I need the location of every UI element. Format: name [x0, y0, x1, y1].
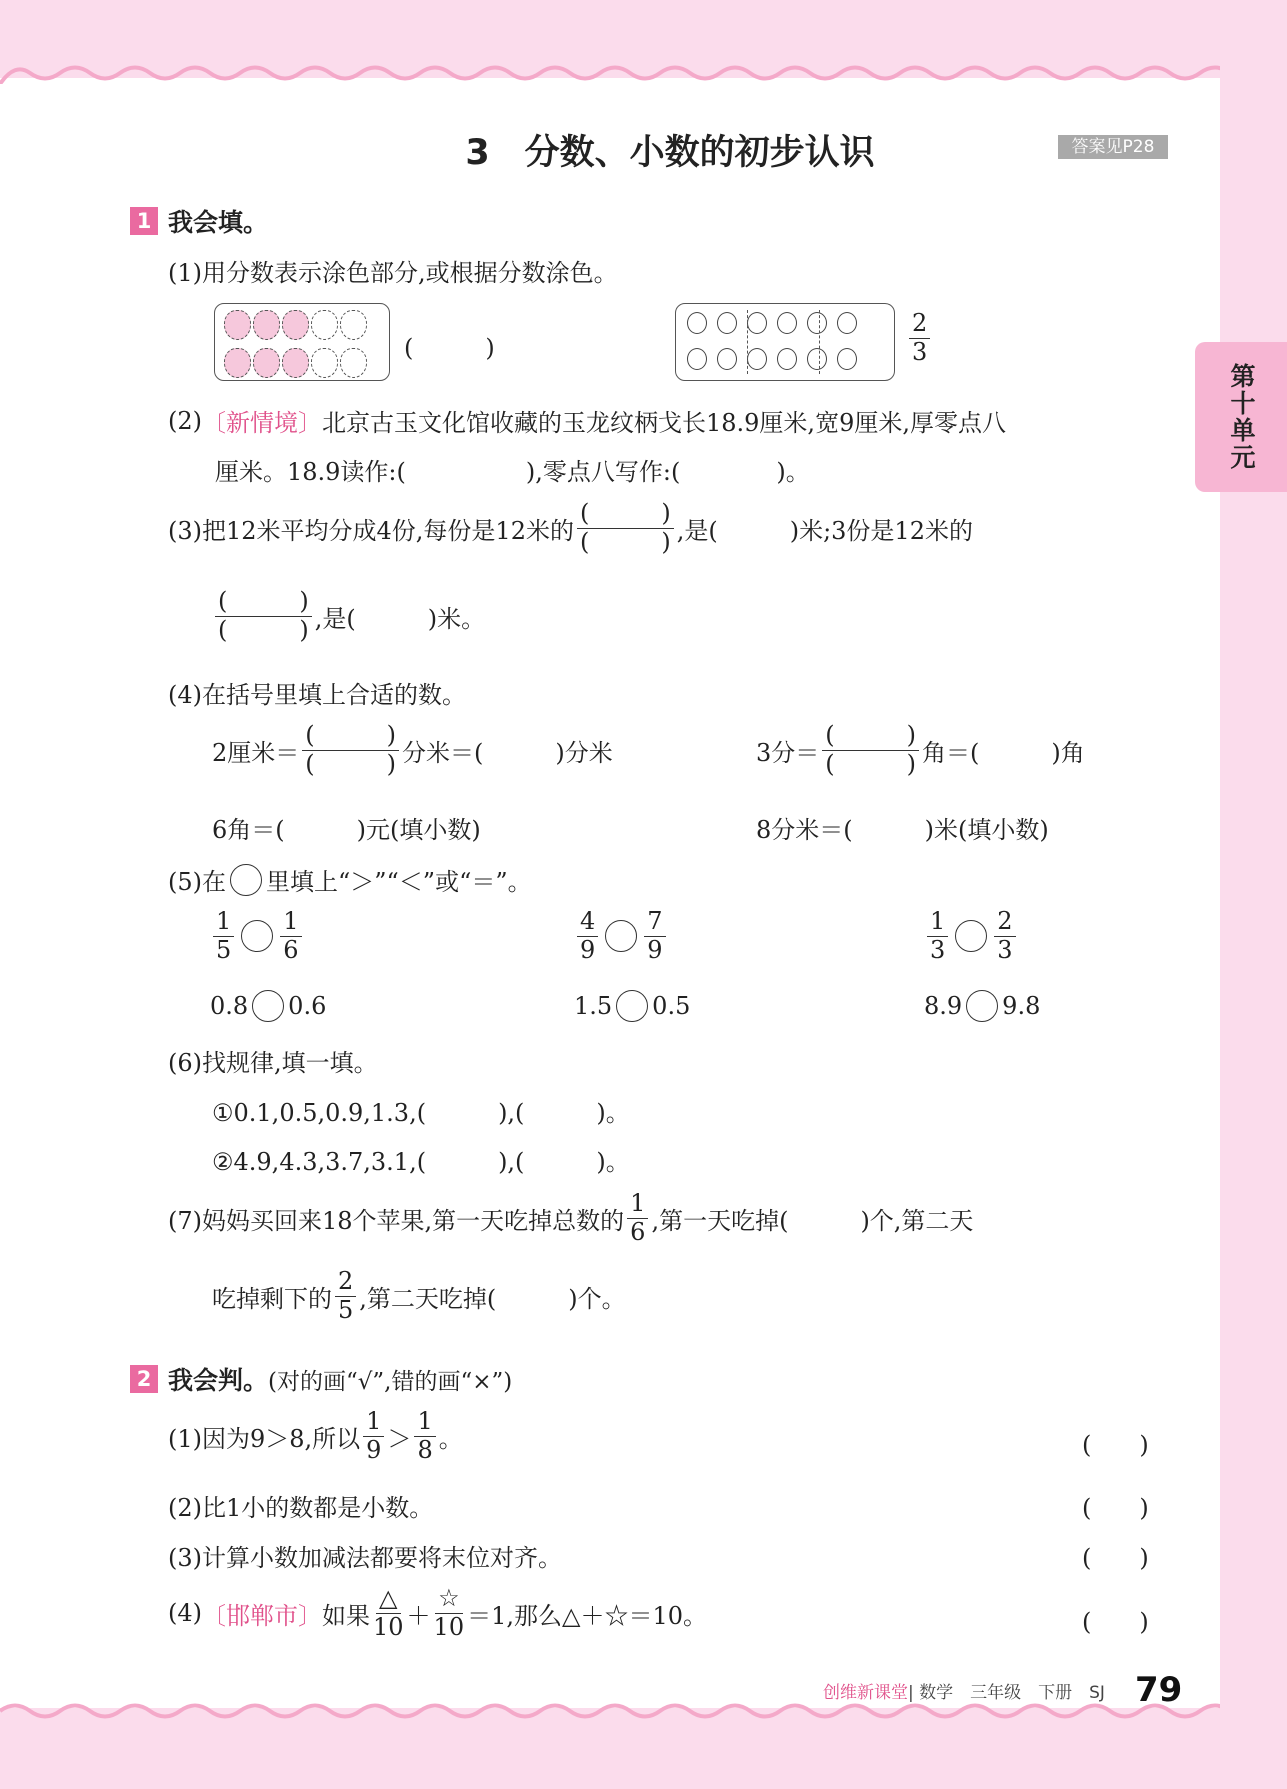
judge-item-1: (1)因为9＞8,所以 $\frac{1}{9}$ ＞ $\frac{1}{8}$ 。 [168, 1407, 463, 1464]
compare-decimal-3: 8.9 9.8 [924, 992, 1041, 1020]
page-footer [823, 1670, 1182, 1710]
brand-name: 创维新课堂 [823, 1682, 908, 1703]
compare-circle[interactable] [605, 920, 637, 952]
answer-blank[interactable]: ( ) [404, 334, 495, 362]
unit-side-tab [1195, 342, 1287, 492]
question-1-1: (1)用分数表示涂色部分,或根据分数涂色。 [168, 259, 618, 287]
question-1-2-line2[interactable]: 厘米。18.9读作:( ),零点八写作:( )。 [215, 458, 810, 486]
sequence-1[interactable]: ①0.1,0.5,0.9,1.3,( ),( )。 [212, 1099, 630, 1127]
section-2-header: 2 我会判。 (对的画“√”,错的画“×”) [130, 1361, 512, 1397]
section-number-badge: 2 [130, 1365, 158, 1393]
question-1-3: (3)把12米平均分成4份,每份是12米的 $\frac{( )}{( )}$ ,是( )米;3份是12米的 [168, 499, 973, 556]
judge-item-2: (2)比1小的数都是小数。 [168, 1494, 434, 1522]
blank-fraction[interactable]: $\frac{( )}{( )}$ [822, 722, 919, 778]
context-tag: 〔新情境〕 [202, 409, 322, 437]
page-title: 3 分数、小数的初步认识 [465, 133, 875, 173]
section-title: 我会填。 [168, 208, 269, 237]
answer-reference: 答案见P28 [1058, 135, 1168, 159]
compare-fraction-3: $\frac{1}{3}$ $\frac{2}{3}$ [924, 908, 1019, 964]
blank-fraction[interactable]: $\frac{( )}{( )}$ [215, 588, 312, 644]
circle-figure[interactable] [675, 303, 895, 381]
question-1-7-line2: 吃掉剩下的 $\frac{2}{5}$ ,第二天吃掉( )个。 [212, 1267, 626, 1324]
question-1-5: (5)在 里填上“＞”“＜”或“＝”。 [168, 862, 532, 897]
compare-circle[interactable] [241, 920, 273, 952]
judge-answer-2[interactable]: ( ) [1082, 1494, 1149, 1522]
page-number: 79 [1134, 1670, 1183, 1710]
compare-decimal-2: 1.5 0.5 [574, 992, 691, 1020]
section-number-badge: 1 [130, 207, 158, 235]
section-1-header [130, 203, 268, 239]
question-1-4-row1b: 3分＝ $\frac{( )}{( )}$ 角＝( )角 [756, 721, 1085, 778]
judge-item-3: (3)计算小数加减法都要将末位对齐。 [168, 1544, 562, 1572]
question-1-4-row1a: 2厘米＝ $\frac{( )}{( )}$ 分米＝( )分米 [212, 721, 613, 778]
question-1-4-row2b[interactable]: 8分米＝( )米(填小数) [756, 816, 1049, 844]
compare-circle[interactable] [966, 990, 998, 1022]
question-1-3-line2: $\frac{( )}{( )}$ ,是( )米。 [212, 588, 485, 644]
judge-answer-1[interactable]: ( ) [1082, 1431, 1149, 1459]
fraction-two-thirds: $\frac{2}{3}$ [909, 310, 930, 366]
question-1-4: (4)在括号里填上合适的数。 [168, 681, 466, 709]
question-1-6: (6)找规律,填一填。 [168, 1049, 378, 1077]
question-1-4-row2a[interactable]: 6角＝( )元(填小数) [212, 816, 481, 844]
question-1-7: (7)妈妈买回来18个苹果,第一天吃掉总数的 $\frac{1}{6}$ ,第一天吃掉( )个,第二天 [168, 1189, 974, 1246]
judge-answer-3[interactable]: ( ) [1082, 1544, 1149, 1572]
book-info: | 数学 三年级 下册 SJ [908, 1682, 1105, 1703]
compare-decimal-1: 0.8 0.6 [210, 992, 327, 1020]
apple-figure [214, 303, 390, 381]
judge-item-4: (4) 〔邯郸市〕 如果 $\frac{\triangle}{10}$ ＋ $\frac{☆}{10}$ ＝1,那么△＋☆＝10。 [168, 1584, 707, 1641]
blank-fraction[interactable]: $\frac{( )}{( )}$ [302, 722, 399, 778]
top-wave-border [0, 62, 1220, 84]
blank-fraction[interactable]: $\frac{( )}{( )}$ [577, 500, 674, 556]
circle-icon [230, 864, 262, 896]
compare-fraction-2: $\frac{4}{9}$ $\frac{7}{9}$ [574, 908, 669, 964]
judge-answer-4[interactable]: ( ) [1082, 1608, 1149, 1636]
compare-circle[interactable] [955, 920, 987, 952]
compare-circle[interactable] [616, 990, 648, 1022]
compare-circle[interactable] [252, 990, 284, 1022]
compare-fraction-1: $\frac{1}{5}$ $\frac{1}{6}$ [210, 908, 305, 964]
unit-label: 第十单元 [1227, 363, 1256, 471]
question-1-2: (2) 〔新情境〕 北京古玉文化馆收藏的玉龙纹柄戈长18.9厘米,宽9厘米,厚零点八 [168, 403, 1006, 438]
sequence-2[interactable]: ②4.9,4.3,3.7,3.1,( ),( )。 [212, 1148, 630, 1176]
